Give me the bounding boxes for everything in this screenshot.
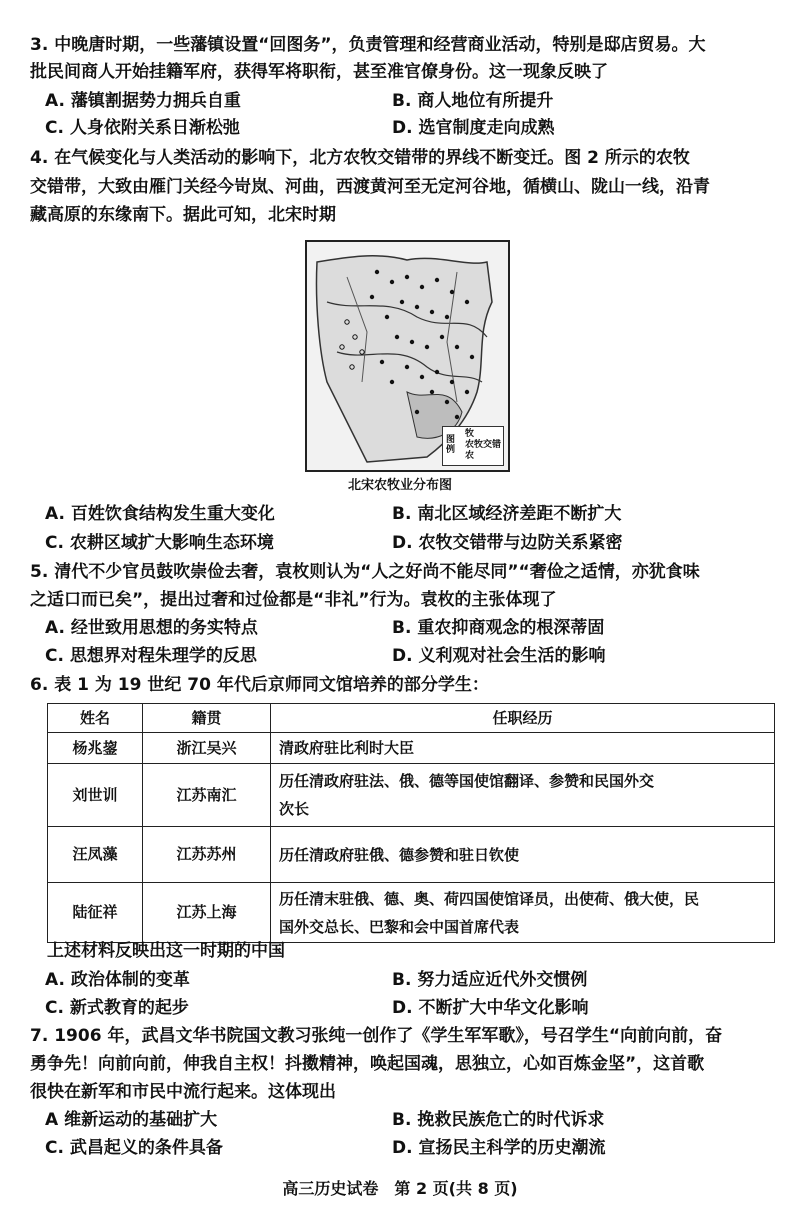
legend-item-farming: 农 xyxy=(465,451,475,461)
q7-option-a: A 维新运动的基础扩大 xyxy=(45,1110,218,1130)
career-line: 历任清政府驻法、俄、德等国使馆翻译、参赞和民国外交 xyxy=(279,772,655,790)
q4-stem-line-2: 交错带，大致由雁门关经今岢岚、河曲，西渡黄河至无定河谷地，循横山、陇山一线，沿青 xyxy=(30,177,710,197)
student-name: 陆征祥 xyxy=(48,883,143,943)
header-career: 任职经历 xyxy=(271,704,775,733)
table-row xyxy=(48,764,775,827)
student-place: 江苏苏州 xyxy=(143,827,271,883)
page-footer: 高三历史试卷 第 2 页(共 8 页) xyxy=(282,1179,518,1198)
header-name: 姓名 xyxy=(48,704,143,733)
table-row xyxy=(48,883,775,943)
student-career xyxy=(271,827,775,883)
q3-stem-line-1: 3. 中晚唐时期，一些藩镇设置“回图务”，负责管理和经营商业活动，特别是邸店贸易。大 xyxy=(30,35,706,55)
q7-stem-line-1: 7. 1906 年，武昌文华书院国文教习张纯一创作了《学生军军歌》，号召学生“向前向前，奋 xyxy=(30,1026,723,1046)
q6-option-c: C. 新式教育的起步 xyxy=(45,998,189,1018)
q6-option-d: D. 不断扩大中华文化影响 xyxy=(392,998,589,1018)
q4-option-d: D. 农牧交错带与边防关系紧密 xyxy=(392,533,623,553)
q3-option-b: B. 商人地位有所提升 xyxy=(392,91,554,111)
table-row xyxy=(48,733,775,764)
q6-option-b: B. 努力适应近代外交惯例 xyxy=(392,970,588,990)
career-line: 次长 xyxy=(279,800,310,818)
q5-option-b: B. 重农抑商观念的根深蒂固 xyxy=(392,618,605,638)
student-name: 汪凤藻 xyxy=(48,827,143,883)
q3-stem-line-2: 批民间商人开始挂籍军府，获得军将职衔，甚至准官僚身份。这一现象反映了 xyxy=(30,62,608,82)
q4-stem-line-3: 藏高原的东缘南下。据此可知，北宋时期 xyxy=(30,205,336,225)
q5-option-c: C. 思想界对程朱理学的反思 xyxy=(45,646,257,666)
q4-option-a: A. 百姓饮食结构发生重大变化 xyxy=(45,504,275,524)
q4-stem-line-1: 4. 在气候变化与人类活动的影响下，北方农牧交错带的界线不断变迁。图 2 所示的农牧 xyxy=(30,148,690,168)
table-1 xyxy=(47,703,775,943)
career-line: 历任清政府驻俄、德参赞和驻日钦使 xyxy=(279,845,520,864)
q5-option-d: D. 义利观对社会生活的影响 xyxy=(392,646,606,666)
student-name: 杨兆鋆 xyxy=(48,733,143,764)
q5-stem-line-1: 5. 清代不少官员鼓吹崇俭去奢，袁枚则认为“人之好尚不能尽同”“奢俭之适情，亦犹食味 xyxy=(30,562,700,582)
q7-stem-line-3: 很快在新军和市民中流行起来。这体现出 xyxy=(30,1082,336,1102)
student-career xyxy=(271,764,775,827)
q5-stem-line-2: 之适口而已矣”，提出过奢和过俭都是“非礼”行为。袁枚的主张体现了 xyxy=(30,590,557,610)
q3-option-c: C. 人身依附关系日渐松弛 xyxy=(45,118,240,138)
map-caption: 北宋农牧业分布图 xyxy=(347,478,452,493)
legend-title: 图例 xyxy=(446,435,456,455)
career-line: 国外交总长、巴黎和会中国首席代表 xyxy=(279,917,520,936)
q7-option-c: C. 武昌起义的条件具备 xyxy=(45,1138,223,1158)
q6-option-a: A. 政治体制的变革 xyxy=(45,970,190,990)
legend-item-mixed: 农牧交错 xyxy=(465,440,502,450)
student-place: 江苏南汇 xyxy=(143,764,271,827)
song-agriculture-map xyxy=(305,240,510,472)
q7-option-d: D. 宣扬民主科学的历史潮流 xyxy=(392,1138,606,1158)
q6-intro: 6. 表 1 为 19 世纪 70 年代后京师同文馆培养的部分学生： xyxy=(30,675,489,695)
q4-option-c: C. 农耕区域扩大影响生态环境 xyxy=(45,533,274,553)
q6-stem: 上述材料反映出这一时期的中国 xyxy=(47,941,285,961)
student-place: 浙江吴兴 xyxy=(143,733,271,764)
student-name: 刘世训 xyxy=(48,764,143,827)
header-place: 籍贯 xyxy=(143,704,271,733)
legend-item-pastoral: 牧 xyxy=(465,429,475,439)
q3-option-a: A. 藩镇割据势力拥兵自重 xyxy=(45,91,241,111)
table-row xyxy=(48,827,775,883)
career-line: 历任清末驻俄、德、奥、荷四国使馆译员，出使荷、俄大使，民 xyxy=(279,889,700,908)
q4-option-b: B. 南北区域经济差距不断扩大 xyxy=(392,504,622,524)
map-legend xyxy=(442,426,504,466)
q3-option-d: D. 选官制度走向成熟 xyxy=(392,118,555,138)
q7-option-b: B. 挽救民族危亡的时代诉求 xyxy=(392,1110,605,1130)
career-line: 清政府驻比利时大臣 xyxy=(279,739,415,757)
q5-option-a: A. 经世致用思想的务实特点 xyxy=(45,618,258,638)
student-career xyxy=(271,733,775,764)
table-header-row xyxy=(48,704,775,733)
student-place: 江苏上海 xyxy=(143,883,271,943)
q7-stem-line-2: 勇争先！向前向前，伸我自主权！抖擞精神，唤起国魂，思独立，心如百炼金坚”，这首歌 xyxy=(30,1054,705,1074)
student-career xyxy=(271,883,775,943)
